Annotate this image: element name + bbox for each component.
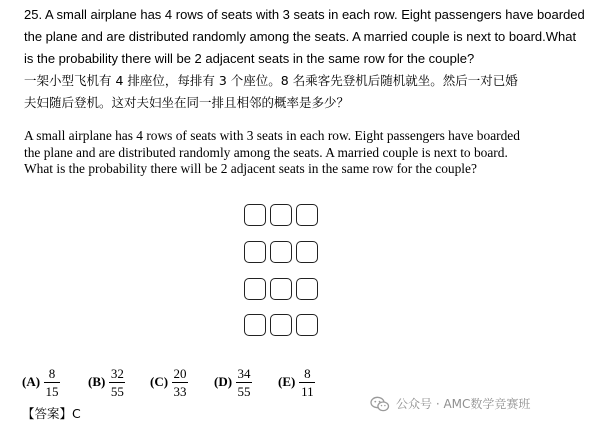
seat bbox=[270, 241, 292, 263]
seat bbox=[296, 278, 318, 300]
choice-letter: (D) bbox=[214, 374, 233, 389]
seat bbox=[270, 204, 292, 226]
intro-line-en-1: 25. A small airplane has 4 rows of seats with 3 seats in each row. Eight passengers have boarded bbox=[24, 7, 585, 22]
wechat-icon bbox=[370, 396, 390, 412]
fraction-denominator: 33 bbox=[173, 383, 187, 399]
choice-a bbox=[22, 364, 60, 400]
intro-line-en-2: the plane and are distributed randomly among the seats. A married couple is next to board.What bbox=[24, 29, 577, 44]
choice-letter: (A) bbox=[22, 374, 41, 389]
seat bbox=[270, 278, 292, 300]
problem-line-2: the plane and are distributed randomly among the seats. A married couple is next to board. bbox=[24, 144, 508, 160]
choice-fraction bbox=[236, 366, 252, 399]
seat bbox=[244, 314, 266, 336]
question-intro bbox=[24, 4, 590, 114]
fraction-numerator: 8 bbox=[299, 366, 315, 383]
choice-c bbox=[150, 364, 188, 400]
choice-fraction bbox=[109, 366, 125, 399]
choice-letter: (E) bbox=[278, 374, 296, 389]
seat bbox=[244, 241, 266, 263]
choice-letter: (B) bbox=[88, 374, 106, 389]
answer-label: 【答案】C bbox=[22, 406, 81, 421]
watermark bbox=[370, 395, 530, 412]
intro-line-en-3: is the probability there will be 2 adjacent seats in the same row for the couple? bbox=[24, 51, 475, 66]
choice-e bbox=[278, 364, 315, 400]
choice-fraction bbox=[172, 366, 188, 399]
fraction-numerator: 20 bbox=[173, 365, 187, 381]
seat bbox=[244, 278, 266, 300]
seat bbox=[270, 314, 292, 336]
fraction-denominator: 55 bbox=[237, 383, 251, 399]
fraction-denominator: 15 bbox=[45, 383, 59, 399]
watermark-text: 公众号 · AMC数学竞赛班 bbox=[396, 397, 531, 411]
seat bbox=[296, 241, 318, 263]
problem-line-3: What is the probability there will be 2 adjacent seats in the same row for the couple? bbox=[24, 161, 477, 176]
choice-fraction bbox=[44, 366, 60, 399]
fraction-denominator: 11 bbox=[301, 383, 314, 399]
intro-line-zh-1: 一架小型飞机有 4 排座位，每排有 3 个座位。8 名乘客先登机后随机就坐。然后一对已婚 bbox=[24, 73, 518, 88]
problem-statement bbox=[24, 128, 594, 178]
fraction-denominator: 55 bbox=[110, 383, 124, 399]
seat bbox=[244, 204, 266, 226]
choice-letter: (C) bbox=[150, 374, 169, 389]
choice-fraction bbox=[299, 366, 315, 399]
choice-d bbox=[214, 364, 252, 400]
problem-line-1: A small airplane has 4 rows of seats with 3 seats in each row. Eight passengers have boarded bbox=[24, 128, 520, 143]
fraction-numerator: 32 bbox=[110, 365, 124, 381]
fraction-numerator: 34 bbox=[237, 365, 251, 381]
intro-line-zh-2: 夫妇随后登机。这对夫妇坐在同一排且相邻的概率是多少？ bbox=[24, 95, 350, 110]
choice-b bbox=[88, 364, 125, 400]
seat bbox=[296, 314, 318, 336]
seat bbox=[296, 204, 318, 226]
fraction-numerator: 8 bbox=[44, 366, 60, 383]
